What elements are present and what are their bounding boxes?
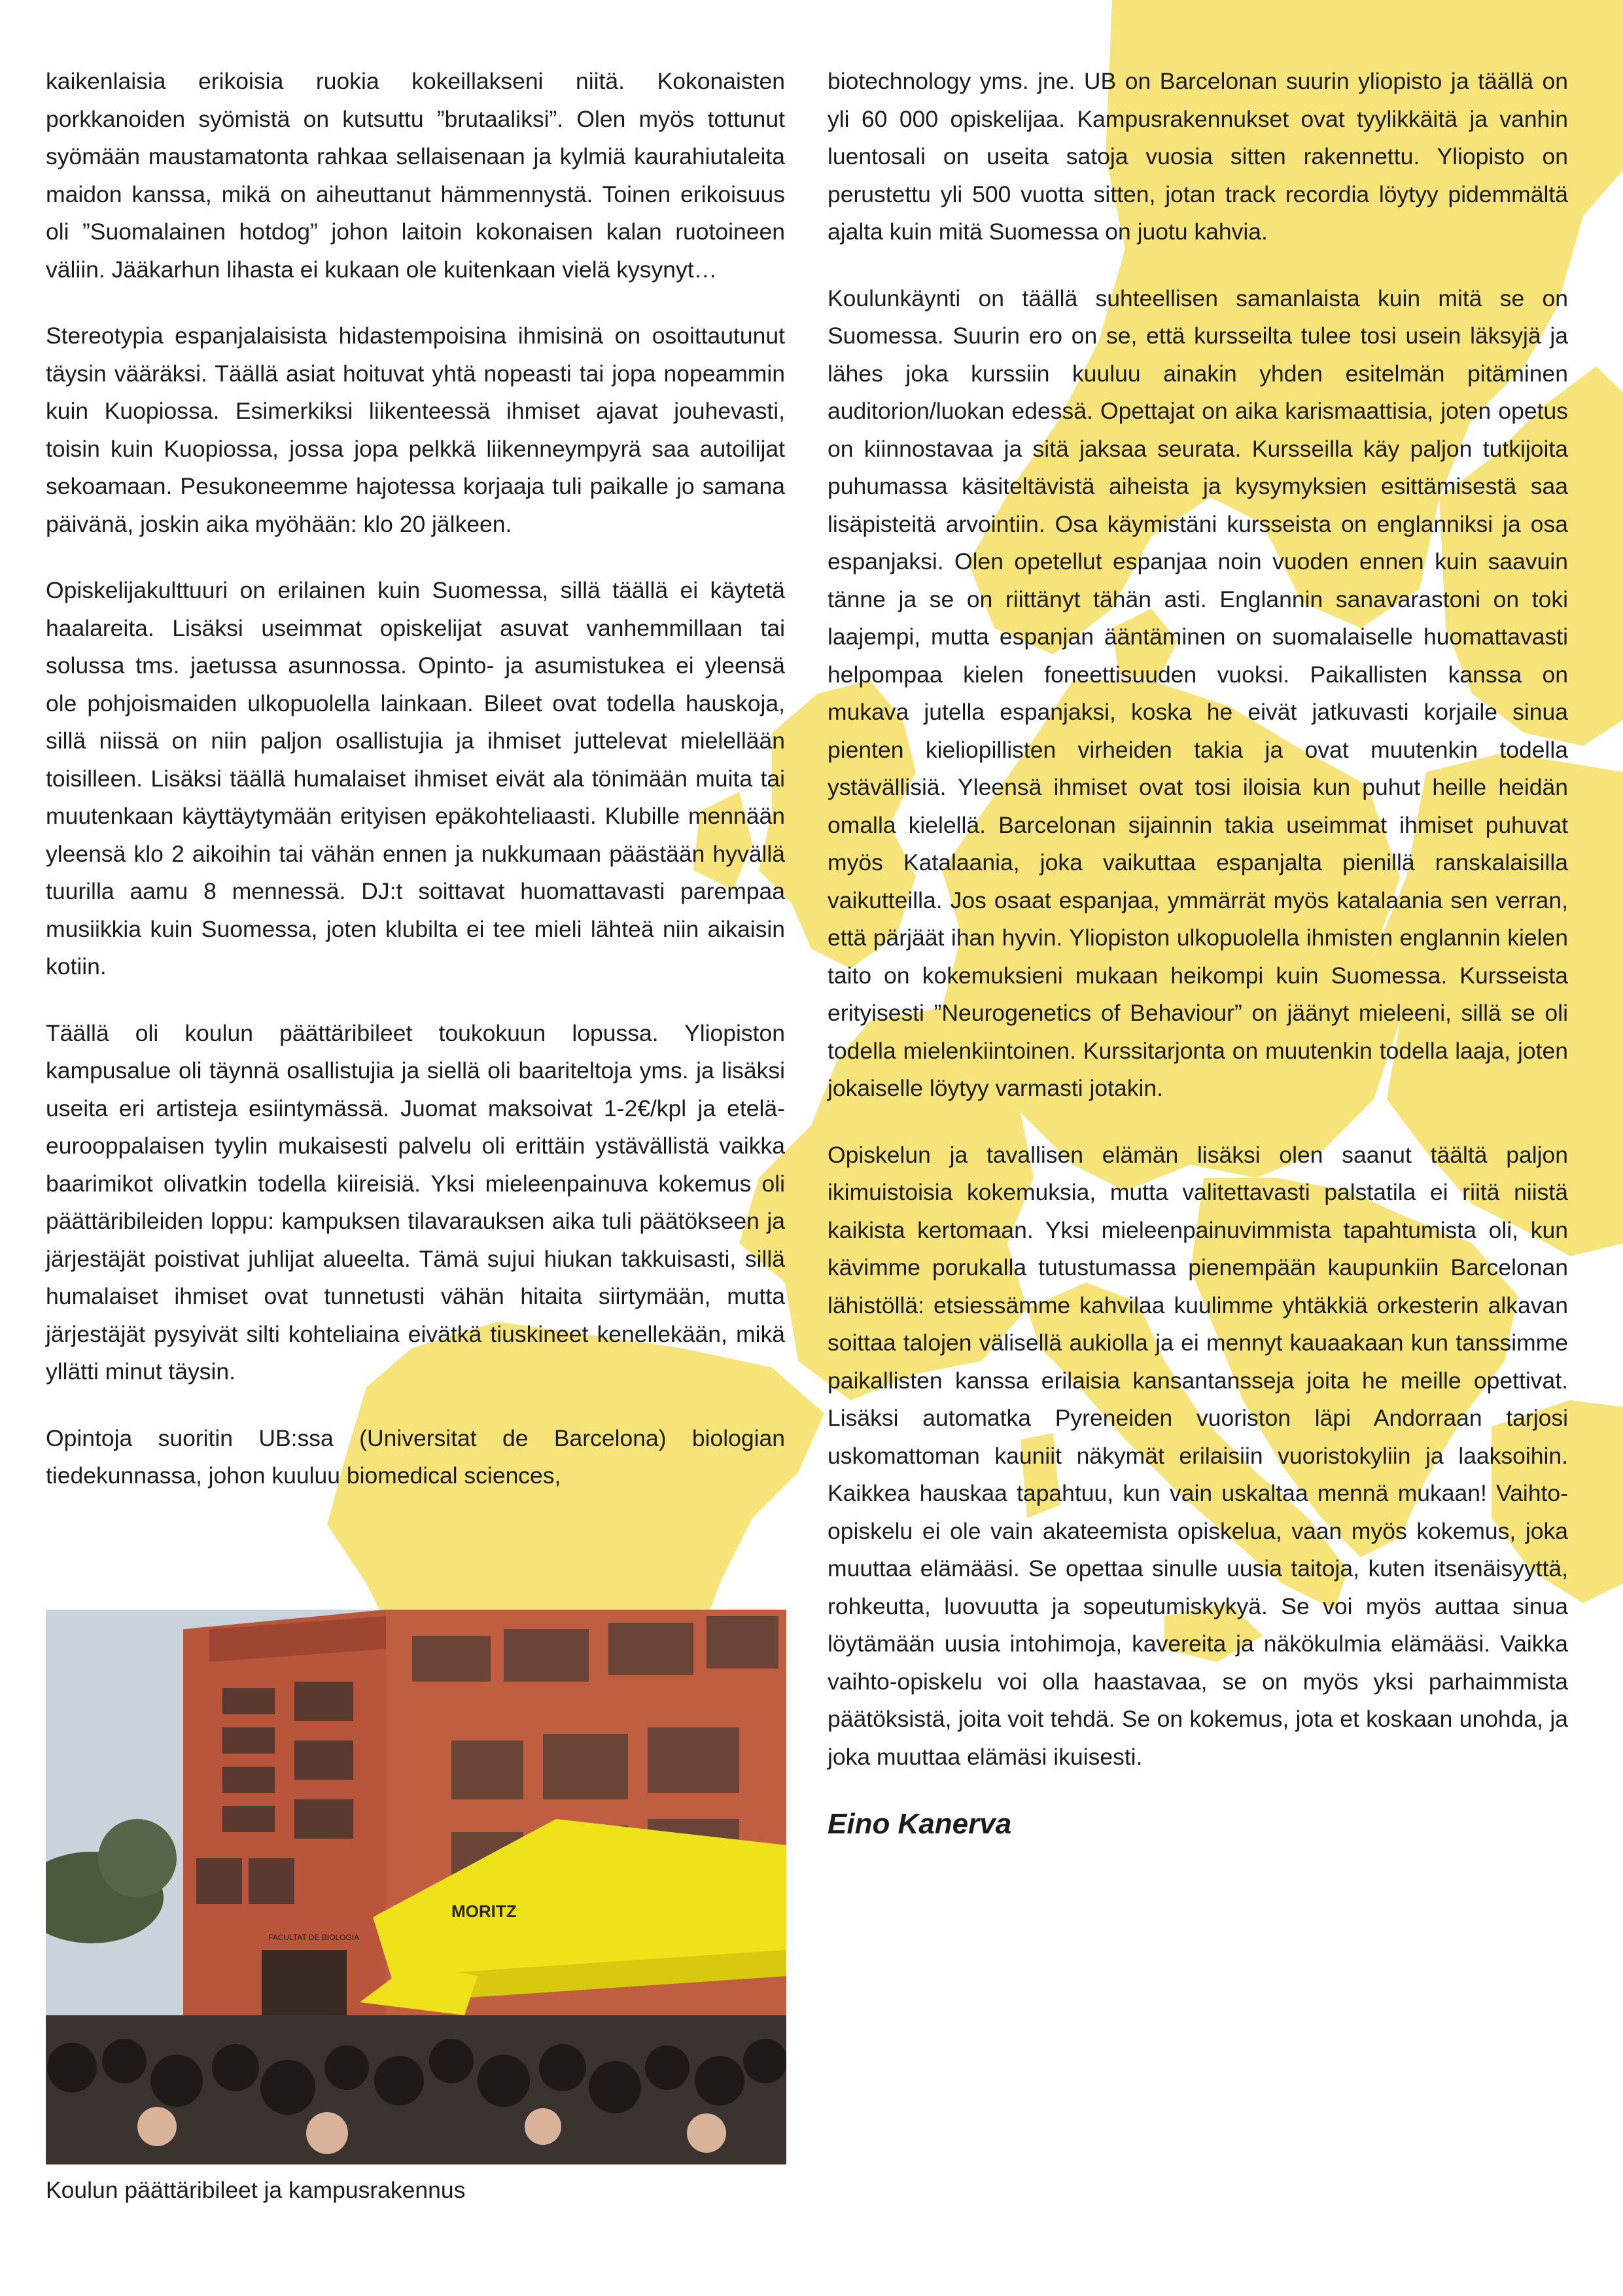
photo-caption: Koulun päättäribileet ja kampusrakennus [46, 2177, 466, 2203]
paragraph: Täällä oli koulun päättäribileet toukokuun lopussa. Yliopiston kampusalue oli täynnä osallistujia ja siellä oli baariteltoja yms. ja lisäksi useita eri artisteja esiintymässä. Juomat maksoivat 1-2€/kpl ja etelä-eurooppalaisen tyylin mukaisesti palvelu oli erittäin ystävällistä vaikka baarimikot olivatkin todella kiireisiä. Yksi mieleenpainuva kokemus oli päättäribileiden loppu: kampuksen tilavarauksen aika tuli päätökseen ja järjestäjät poistivat juhlijat alueelta. Tämä sujui hiukan takkuisasti, sillä humalaiset ihmiset ovat tunnetusti vähän hitaita siirtymään, mutta järjestäjät pysyivät silti kohteliaina eivätkä tiuskineet kenellekään, mikä yllätti minut täysin. [46, 1019, 785, 1385]
paragraph: Koulunkäynti on täällä suhteellisen samanlaista kuin mitä se on Suomessa. Suurin ero on se, että kursseilta tulee tosi usein läksyjä ja lähes joka kurssiin kuuluu ainakin yhden esitelmän pitäminen auditorion/luokan edessä. Opettajat on aika karismaattisia, joten opetus on kiinnostavaa ja sitä jaksaa seurata. Kursseilla käy paljon tutkijoita puhumassa käsiteltävistä aiheista ja kysymyksien esittämisestä saa lisäpisteitä arvointiin. Osa käymistäni kursseista on englanniksi ja osa espanjaksi. Olen opetellut espanjaa noin vuoden ennen kuin saavuin tänne ja se on riittänyt tähän asti. Englannin sanavarastoni on toki laajempi, mutta espanjan ääntäminen on suomalaiselle huomattavasti helpompaa kielen foneettisuuden vuoksi. Paikallisten kanssa on mukava jutella espanjaksi, koska he eivät jatkuvasti korjaile sinua pienten kieliopillisten virheiden takia ja ovat muutenkin todella ystävällisiä. Yleensä ihmiset ovat tosi iloisia kun puhut heille heidän omalla kielellä. Barcelonan sijainnin takia useimmat ihmiset puhuvat myös Katalaania, joka vaikuttaa espanjalta pienillä ranskalaisilla vaikutteilla. Jos osaat espanjaa, ymmärrät myös katalaania sen verran, että pärjäät ihan hyvin. Yliopiston ulkopuolella ihmisten englannin kielen taito on kokemuksieni mukaan heikompi kuin Suomessa. Kursseista erityisesti ”Neurogenetics of Behaviour” on jäänyt mieleeni, sillä se oli todella mielenkiintoinen. Kurssitarjonta on muutenkin todella laaja, joten jokaiselle löytyy varmasti jotakin. [828, 285, 1568, 1101]
building-sign: FACULTAT DE BIOLOGIA [268, 1933, 360, 1942]
campus-party-photo [46, 1610, 786, 2164]
paragraph: Opiskelijakulttuuri on erilainen kuin Suomessa, sillä täällä ei käytetä haalareita. Lisäksi useimmat opiskelijat asuvat vanhemmillaan tai solussa tms. jaetussa asunnossa. Opinto- ja asumistukea ei yleensä ole pohjoismaiden ulkopuolella lainkaan. Bileet ovat todella hauskoja, sillä niissä on niin paljon osallistujia ja ihmiset juttelevat mielellään toisilleen. Lisäksi täällä humalaiset ihmiset eivät ala tönimään muita tai muutenkaan käyttäytymään erityisen epäkohteliaasti. Klubille mennään yleensä klo 2 aikoihin tai vähän ennen ja nukkumaan päästään hyvällä tuurilla aamu 8 mennessä. DJ:t soittavat huomattavasti parempaa musiikkia kuin Suomessa, joten klubilta ei tee mieli lähteä niin aikaisin kotiin. [46, 577, 785, 980]
tent-brand-text: MORITZ [451, 1901, 517, 1921]
paragraph: biotechnology yms. jne. UB on Barcelonan suurin yliopisto ja täällä on yli 60 000 opiskelijaa. Kampusrakennukset ovat tyylikkäitä ja vanhin luentosali on useita satoja vuosia sitten rakennettu. Yliopisto on perustettu yli 500 vuotta sitten, jotan track recordia löytyy pidemmältä ajalta kuin mitä Suomessa on juotu kahvia. [828, 68, 1568, 245]
author-signature: Eino Kanerva [828, 1808, 1012, 1840]
paragraph: kaikenlaisia erikoisia ruokia kokeillakseni niitä. Kokonaisten porkkanoiden syömistä on kutsuttu ”brutaaliksi”. Olen myös tottunut syömään maustamatonta rahkaa sellaisenaan ja kylmiä kaurahiutaleita maidon kanssa, mikä on aiheuttanut hämmennystä. Toinen erikoisuus oli ”Suomalainen hotdog” johon laitoin kokonaisen kalan ruotoineen väliin. Jääkarhun lihasta ei kukaan ole kuitenkaan vielä kysynyt… [46, 68, 785, 283]
paragraph: Stereotypia espanjalaisista hidastempoisina ihmisinä on osoittautunut täysin vääräksi. Täällä asiat hoituvat yhtä nopeasti tai jopa nopeammin kuin Kuopiossa. Esimerkiksi liikenteessä ihmiset ajavat jouhevasti, toisin kuin Kuopiossa, jossa jopa pelkkä liikenneympyrä saa autoilijat sekoamaan. Pesukoneemme hajotessa korjaaja tuli paikalle jo samana päivänä, joskin aika myöhään: klo 20 jälkeen. [46, 323, 785, 537]
paragraph: Opiskelun ja tavallisen elämän lisäksi olen saanut täältä paljon ikimuistoisia kokemuksia, mutta valitettavasti palstatila ei riitä niistä kaikista kertomaan. Yksi mieleenpainuvimmista tapahtumista oli, kun kävimme porukalla tutustumassa pienempään kaupunkiin Barcelonan lähistöllä: etsiessämme kahvilaa kuulimme yhtäkkiä orkesterin alkavan soittaa talojen välisellä aukiolla ja ei mennyt kauaakaan kun tanssimme paikallisten kanssa erilaisia kansantansseja joita he meille opettivat. Lisäksi automatka Pyreneiden vuoriston läpi Andorraan tarjosi uskomattoman kauniit näkymät erilaisiin vuoristokyliin ja laaksoihin. Kaikkea hauskaa tapahtuu, kun vain uskaltaa mennä mukaan! Vaihto-opiskelu ei ole vain akateemista opiskelua, vaan myös kokemus, joka muuttaa elämääsi. Se opettaa sinulle uusia taitoja, kuten itsenäisyyttä, rohkeutta, luovuutta ja sopeutumiskykyä. Se voi myös auttaa sinua löytämään uusia intohimoja, kavereita ja näkökulmia elämääsi. Vaikka vaihto-opiskelu voi olla haastavaa, se on myös yksi parhaimmista päätöksistä, joita voit tehdä. Se on kokemus, jota et koskaan unohda, ja joka muuttaa elämäsi ikuisesti. [828, 1141, 1568, 1770]
right-text-column [828, 63, 1568, 1844]
left-text-column [46, 63, 785, 1524]
paragraph: Opintoja suoritin UB:ssa (Universitat de Barcelona) biologian tiedekunnassa, johon kuuluu biomedical sciences, [46, 1424, 785, 1489]
